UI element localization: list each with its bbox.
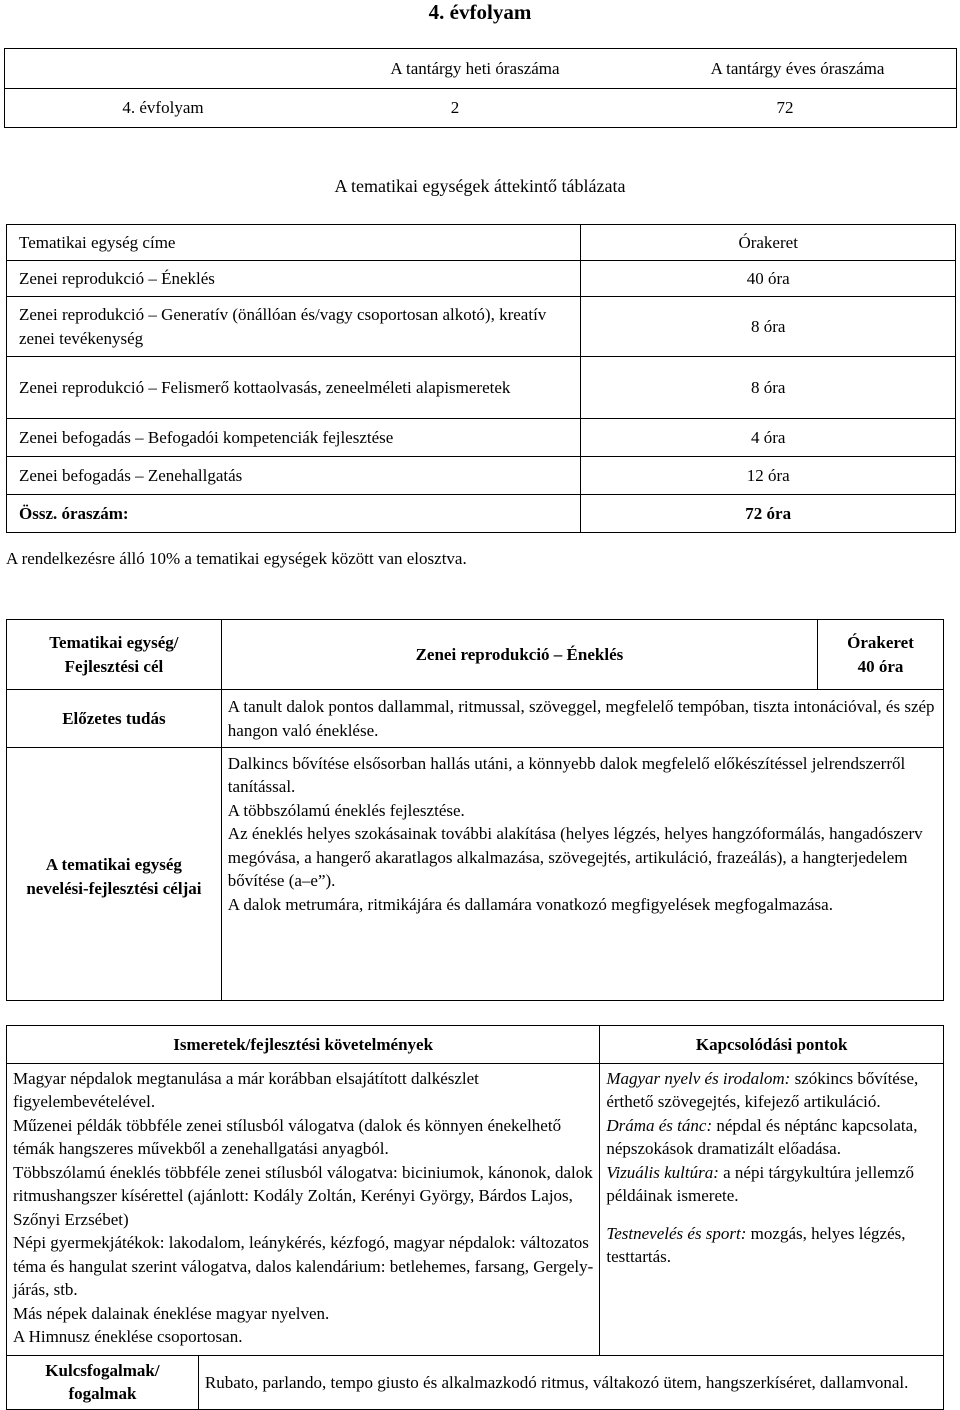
requirement-item: Más népek dalainak éneklése magyar nyelven. [13, 1303, 330, 1323]
hours-header: Órakeret [581, 225, 956, 261]
table-row [7, 357, 956, 419]
key-concepts-text: Rubato, parlando, tempo giusto és alkalmazkodó ritmus, váltakozó ütem, hangszerkíséret, dallamvonal. [198, 1356, 943, 1410]
connection-subject: Testnevelés és sport: [606, 1223, 747, 1243]
goals-cell [221, 748, 943, 1001]
requirement-item: Többszólamú éneklés többféle zenei stílusból válogatva: biciniumok, kánonok, dalok ritmushangszer kísérettel (ajánlott: Kodály Zoltán, Kerényi György, Bárdos Lajos, Szőnyi Erzsébet) [13, 1162, 593, 1229]
connection-item [606, 1067, 937, 1114]
unit-label: Tematikai egység/ Fejlesztési cél [7, 620, 222, 690]
unit-hours-label: Órakeret [847, 633, 914, 653]
connection-item [606, 1161, 937, 1208]
connection-text: a népi tárgykultúra jellemző példáinak ismerete. [606, 1162, 915, 1206]
unit-title-header: Tematikai egység címe [7, 225, 581, 261]
requirement-item: A Himnusz éneklése csoportosan. [13, 1326, 243, 1346]
grade-label: 4. évfolyam [122, 98, 204, 117]
unit-hours: 40 óra [581, 261, 956, 297]
unit-title: Zenei reprodukció – Éneklés [7, 261, 581, 297]
goal-item: A többszólamú éneklés fejlesztése. [227, 800, 465, 820]
unit-hours: 4 óra [581, 419, 956, 457]
unit-hours: 8 óra [581, 357, 956, 419]
unit-hours-cell [818, 620, 944, 690]
connection-text: mozgás, helyes légzés, testtartás. [606, 1223, 906, 1267]
prior-knowledge-label: Előzetes tudás [7, 690, 222, 748]
overview-table [6, 224, 956, 533]
requirement-item: Műzenei példák többféle zenei stílusból válogatva (dalok és könnyen énekelhető témák hangszeres művekből a zenehallgatási anyagból. [13, 1115, 562, 1159]
connection-subject: Dráma és tánc: [606, 1115, 713, 1135]
unit-title: Zenei befogadás – Befogadói kompetenciák fejlesztése [7, 419, 581, 457]
table-row [7, 419, 956, 457]
unit-hours-value: 40 óra [857, 656, 904, 676]
total-label: Össz. óraszám: [7, 495, 581, 533]
page-heading: 4. évfolyam [428, 0, 532, 24]
goals-label: A tematikai egység nevelési-fejlesztési céljai [7, 748, 222, 1001]
table-row [7, 457, 956, 495]
connections-header: Kapcsolódási pontok [600, 1026, 944, 1064]
hours-table [4, 48, 957, 128]
unit-title: Zenei reprodukció – Éneklés [221, 620, 817, 690]
connection-item [606, 1114, 937, 1161]
yearly-hours-header: A tantárgy éves óraszáma [710, 59, 885, 78]
table-row [7, 297, 956, 357]
connection-subject: Vizuális kultúra: [606, 1162, 719, 1182]
key-concepts-label: Kulcsfogalmak/ fogalmak [7, 1356, 199, 1410]
total-value: 72 óra [581, 495, 956, 533]
connection-item [606, 1222, 937, 1269]
connection-text: szókincs bővítése, érthető szövegejtés, kifejező artikuláció. [606, 1069, 919, 1112]
unit-hours: 12 óra [581, 457, 956, 495]
goal-item: A dalok metrumára, ritmikájára és dallamára vonatkozó megfigyelések megfogalmazása. [227, 894, 833, 914]
yearly-hours-value: 72 [776, 98, 794, 117]
unit-title: Zenei reprodukció – Felismerő kottaolvasás, zeneelméleti alapismeretek [7, 357, 581, 419]
requirement-item: Magyar népdalok megtanulása a már korábban elsajátított dalkészlet figyelembevételével. [13, 1069, 479, 1112]
goal-item: Dalkincs bővítése elsősorban hallás utáni, a könnyebb dalok megfelelő előkészítéssel jelrendszerről tanítással. [227, 754, 906, 797]
allocation-note: A rendelkezésre álló 10% a tematikai egységek között van elosztva. [6, 549, 467, 568]
goal-item: Az éneklés helyes szokásainak további alakítása (helyes légzés, helyes hangzóformálás, hangadószerv megóvása, a hangerő akaratlagos alkalmazása, szövegejtés, artikuláció, frazeálás), a hangterjedelem bővítése (a–e”). [227, 824, 923, 891]
unit-title: Zenei befogadás – Zenehallgatás [7, 457, 581, 495]
unit-detail-table [6, 619, 944, 1001]
weekly-hours-value: 2 [450, 98, 460, 117]
weekly-hours-header: A tantárgy heti óraszáma [390, 59, 560, 78]
requirements-header: Ismeretek/fejlesztési követelmények [7, 1026, 600, 1064]
requirements-table [6, 1025, 944, 1410]
connections-cell [600, 1064, 944, 1356]
table-row [7, 261, 956, 297]
unit-title: Zenei reprodukció – Generatív (önállóan és/vagy csoportosan alkotó), kreatív zenei tevékenység [7, 297, 581, 357]
requirement-item: Népi gyermekjátékok: lakodalom, leánykérés, kézfogó, magyar népdalok: változatos téma és hangulat szerint válogatva, dalos kalendárium: betlehemes, farsang, Gergely-járás, stb. [13, 1233, 594, 1300]
prior-knowledge-text: A tanult dalok pontos dallammal, ritmussal, szöveggel, megfelelő tempóban, tiszta intonációval, és szép hangon való éneklése. [221, 690, 943, 748]
unit-hours: 8 óra [581, 297, 956, 357]
requirements-cell [7, 1064, 600, 1356]
overview-title: A tematikai egységek áttekintő táblázata [334, 176, 626, 196]
connection-text: népdal és néptánc kapcsolata, népszokások dramatizált előadása. [606, 1115, 918, 1159]
connection-subject: Magyar nyelv és irodalom: [606, 1069, 791, 1088]
